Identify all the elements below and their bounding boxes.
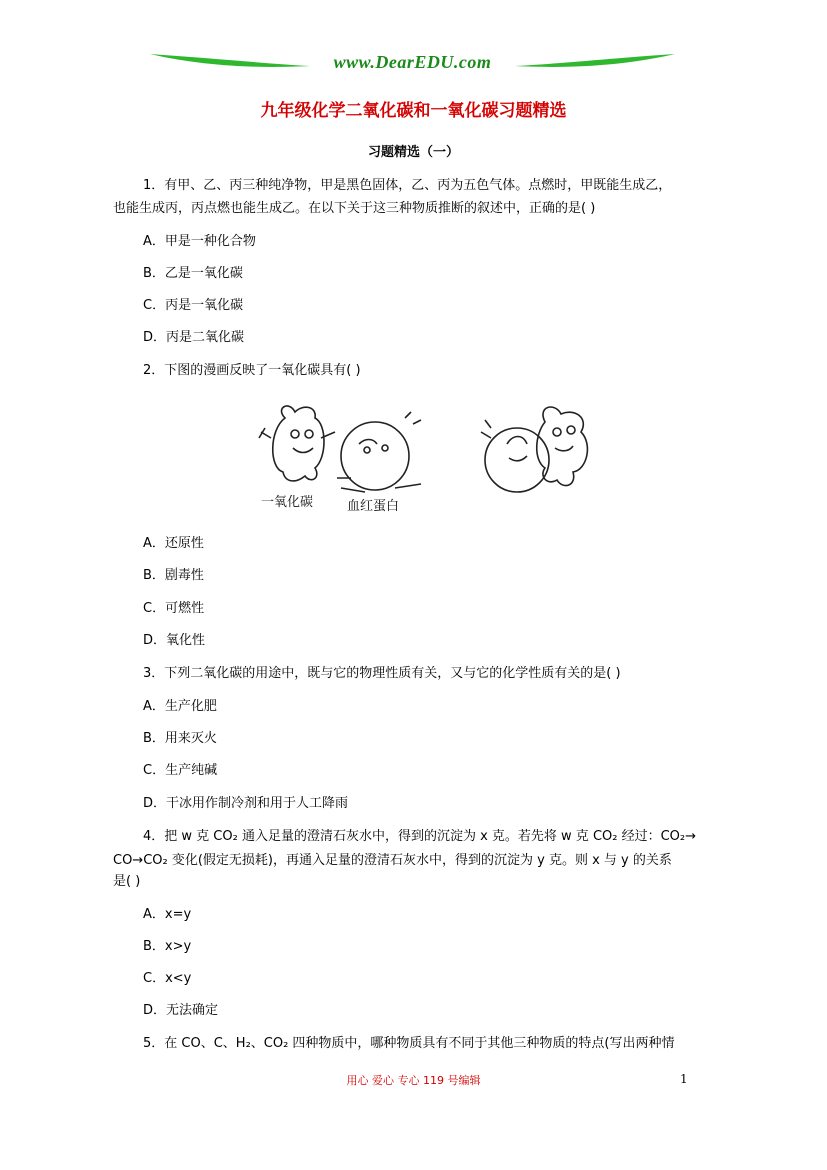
q2-line1: 2．下图的漫画反映了一氧化碳具有( ) (143, 363, 361, 378)
q3-line1: 3．下列二氧化碳的用途中，既与它的物理性质有关，又与它的化学性质有关的是( ) (143, 666, 621, 681)
q3-option-a: A．生产化肥 (143, 699, 217, 714)
q2-option-d: D．氧化性 (143, 633, 206, 648)
q1-option-c: C．丙是一氧化碳 (143, 298, 244, 313)
site-header (150, 48, 675, 78)
q2-option-c: C．可燃性 (143, 601, 205, 616)
section-heading: 习题精选（一） (367, 145, 459, 160)
q4-option-c: C．x<y (143, 971, 192, 986)
q1-line1: 1．有甲、乙、丙三种纯净物，甲是黑色固体，乙、丙为五色气体。点燃时，甲既能生成乙， (143, 178, 672, 193)
q1-option-d: D．丙是二氧化碳 (143, 330, 245, 345)
page-title: 九年级化学二氧化碳和一氧化碳习题精选 (260, 101, 567, 121)
q1-option-b: B．乙是一氧化碳 (143, 266, 243, 281)
q1-option-a: A．甲是一种化合物 (143, 234, 256, 249)
page-footer: 用心 爱心 专心 119 号编辑 (346, 1074, 481, 1087)
q4-line2: CO→CO₂ 变化(假定无损耗)，再通入足量的澄清石灰水中，得到的沉淀为 y 克。则 x 与 y 的关系 (113, 853, 672, 868)
q2-option-b: B．剧毒性 (143, 568, 204, 583)
q4-option-a: A．x=y (143, 907, 192, 922)
q3-option-c: C．生产纯碱 (143, 763, 218, 778)
site-logo-text[interactable]: www.DearEDU.com (333, 52, 492, 72)
q4-option-b: B．x>y (143, 939, 192, 954)
page-number: 1 (680, 1072, 688, 1086)
q5-line1: 5．在 CO、C、H₂、CO₂ 四种物质中，哪种物质具有不同于其他三种物质的特点(写出两种情 (143, 1036, 675, 1051)
q4-option-d: D．无法确定 (143, 1003, 219, 1018)
cartoon-label-left: 一氧化碳 (261, 495, 314, 510)
q4-line1: 4．把 w 克 CO₂ 通入足量的澄清石灰水中，得到的沉淀为 x 克。若先将 w 克 CO₂ 经过：CO₂→ (143, 829, 697, 844)
q3-option-d: D．干冰用作制冷剂和用于人工降雨 (143, 796, 349, 811)
q4-line3: 是( ) (113, 874, 141, 889)
q2-option-a: A．还原性 (143, 536, 204, 551)
q1-line2: 也能生成丙，丙点燃也能生成乙。在以下关于这三种物质推断的叙述中，正确的是( ) (113, 201, 596, 216)
cartoon-label-right: 血红蛋白 (347, 499, 400, 514)
cartoon-image (255, 398, 611, 516)
q3-option-b: B．用来灭火 (143, 731, 217, 746)
